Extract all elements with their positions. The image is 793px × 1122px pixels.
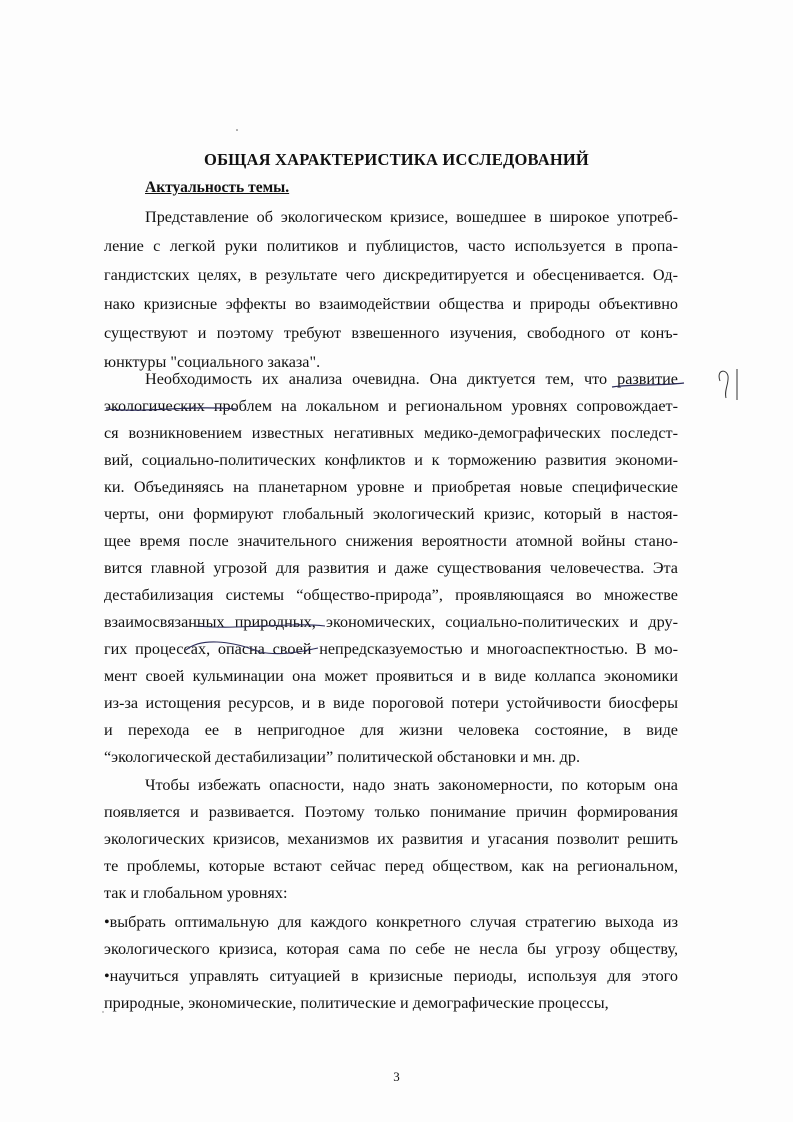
text-line: экологических кризисов, механизмов их развития и угасания позволит решить xyxy=(104,830,678,848)
text-line: экологического кризиса, которая сама по себе не несла бы угрозу обществу, xyxy=(104,940,678,958)
text-line: природные, экономические, политические и демографические процессы, xyxy=(104,994,609,1012)
text-line: ление с легкой руки политиков и публицистов, часто используется в пропа- xyxy=(104,237,678,255)
text-line: вится главной угрозой для развития и даже существования человечества. Эта xyxy=(104,559,678,577)
section-subtitle: Актуальность темы. xyxy=(145,179,290,196)
margin-note-mark xyxy=(719,371,728,398)
text-line: существуют и поэтому требуют взвешенного изучения, свободного от конъ- xyxy=(104,324,678,342)
text-line: взаимосвязанных природных, экономических, социально-политических и дру- xyxy=(104,613,678,631)
bullet-line: •научиться управлять ситуацией в кризисные периоды, используя для этого xyxy=(104,967,678,985)
text-line: появляется и развивается. Поэтому только понимание причин формирования xyxy=(104,803,678,821)
text-line: черты, они формируют глобальный экологический кризис, который в настоя- xyxy=(104,505,678,523)
text-line: гандистских целях, в результате чего дискредитируется и обесценивается. Од- xyxy=(104,266,678,284)
page-title: ОБЩАЯ ХАРАКТЕРИСТИКА ИССЛЕДОВАНИЙ xyxy=(204,150,589,169)
text-line: “экологической дестабилизации” политической обстановки и мн. др. xyxy=(104,748,581,766)
page-number: 3 xyxy=(393,1069,400,1084)
text-line: Представление об экологическом кризисе, вошедшее в широкое употреб- xyxy=(145,208,678,226)
text-line: юнктуры "социального заказа". xyxy=(104,353,321,371)
text-line: щее время после значительного снижения вероятности атомной войны стано- xyxy=(104,532,678,550)
text-line: ки. Объединяясь на планетарном уровне и приобретая новые специфические xyxy=(104,478,678,496)
text-line: из-за истощения ресурсов, и в виде пороговой потери устойчивости биосферы xyxy=(104,694,678,712)
bullet-line: •выбрать оптимальную для каждого конкретного случая стратегию выхода из xyxy=(104,913,678,931)
text-line: экологических проблем на локальном и региональном уровнях сопровождает- xyxy=(104,397,678,415)
text-line: дестабилизация системы “общество-природа”, проявляющаяся во множестве xyxy=(104,586,678,604)
text-line: гих процессах, опасна своей непредсказуемостью и многоаспектностью. В мо- xyxy=(104,640,678,658)
text-line: вий, социально-политических конфликтов и к торможению развития экономи- xyxy=(104,451,678,469)
text-line: нако кризисные эффекты во взаимодействии общества и природы объективно xyxy=(104,295,678,313)
text-line: Необходимость их анализа очевидна. Она диктуется тем, что развитие xyxy=(145,370,678,388)
text-line: так и глобальном уровнях: xyxy=(104,884,288,902)
text-line: ся возникновением известных негативных медико-демографических последст- xyxy=(104,424,678,442)
pen-dot xyxy=(236,129,238,131)
text-line: и перехода ее в непригодное для жизни человека состояние, в виде xyxy=(104,721,678,739)
text-line: Чтобы избежать опасности, надо знать закономерности, по которым она xyxy=(145,776,678,794)
text-line: те проблемы, которые встают сейчас перед обществом, как на региональном, xyxy=(104,857,678,875)
text-line: мент своей кульминации она может проявиться и в виде коллапса экономики xyxy=(104,667,678,685)
